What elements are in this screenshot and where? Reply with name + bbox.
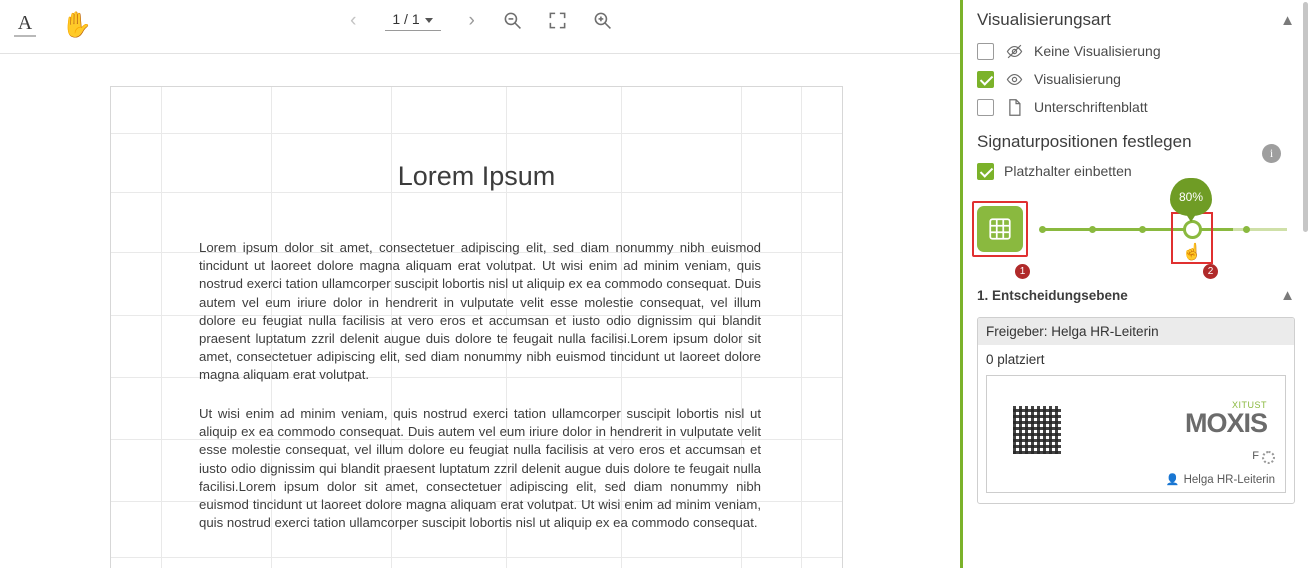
option-label-signature-sheet: Unterschriftenblatt (1034, 99, 1148, 115)
eye-icon (1004, 71, 1024, 88)
option-label-embed-placeholder: Platzhalter einbetten (1004, 163, 1132, 179)
zoom-pin-value: 80% (1170, 178, 1212, 216)
signature-position-widget[interactable] (977, 192, 1295, 284)
prev-page-button[interactable]: ‹ (350, 10, 357, 31)
panel-scrollbar-thumb[interactable] (1303, 2, 1308, 232)
document-canvas[interactable] (0, 54, 960, 568)
decision-level-title: 1. Entscheidungsebene (977, 288, 1128, 303)
panel-scrollbar[interactable] (1302, 0, 1309, 568)
toolbar-center-tools (0, 10, 960, 31)
qr-code-icon (1013, 406, 1061, 454)
zoom-out-button[interactable] (503, 11, 522, 30)
option-label-no-visualization: Keine Visualisierung (1034, 43, 1161, 59)
page-indicator-label: 1 / 1 (392, 11, 420, 27)
zoom-pin-marker (1170, 178, 1212, 224)
marker-badge-1: 1 (1015, 264, 1030, 279)
document-page[interactable] (110, 86, 843, 568)
moxis-logo (1185, 400, 1267, 437)
slider-dot (1039, 226, 1046, 233)
checkbox-no-visualization[interactable] (977, 43, 994, 60)
option-signature-sheet[interactable] (977, 94, 1295, 120)
document-paragraph-2: Ut wisi enim ad minim veniam, quis nostrud exerci tation ullamcorper suscipit lobortis nisl ut aliquip ex ea commodo consequat. Duis autem vel eum iriure dolor in hendrerit in vulputate velit esse molestie consequat, vel illum dolore eu feugiat nulla facilisis at vero eros et accumsan et iusto odio dignissim qui blandit praesent luptatum zzril delenit augue duis dolore te feugait nulla facilisi.Lorem ipsum dolor sit amet, consectetuer adipiscing elit, sed diam nonummy nibh euismod tincidunt ut laoreet dolore magna aliquam erat volutpat. Ut wisi enim ad minim veniam, quis nostrud exerci tation ullamcorper suscipit lobortis nisl ut aliquip ex ea commodo consequat. (199, 406, 761, 531)
signature-stamp-preview[interactable] (986, 375, 1286, 493)
hand-cursor-icon: ☝ (1182, 244, 1202, 261)
zoom-pin-tail (1184, 211, 1198, 222)
zoom-in-button[interactable] (593, 11, 612, 30)
stamp-person-name: Helga HR-Leiterin (1183, 473, 1275, 486)
chevron-up-icon[interactable]: ▲ (1280, 11, 1295, 29)
person-icon: 👤 (1165, 474, 1180, 486)
viewer-toolbar (0, 0, 960, 54)
info-icon[interactable]: i (1262, 144, 1281, 163)
document-icon (1004, 99, 1024, 116)
next-page-button[interactable]: › (468, 10, 475, 31)
hand-icon: ✋ (61, 10, 93, 39)
placed-count-label: 0 platziert (986, 352, 1045, 367)
document-title: Lorem Ipsum (397, 161, 556, 191)
visualization-title: Visualisierungsart (977, 10, 1111, 29)
page-indicator[interactable] (385, 10, 441, 31)
checkbox-embed-placeholder[interactable] (977, 163, 994, 180)
selection-outline-stamp (972, 201, 1028, 257)
position-slider-track[interactable] (1041, 228, 1287, 231)
decision-level-header[interactable] (977, 288, 1295, 307)
option-embed-placeholder[interactable] (977, 158, 1295, 184)
slider-dot (1139, 226, 1146, 233)
stamp-person-row (1166, 473, 1275, 486)
chevron-down-icon (425, 18, 433, 23)
text-underline-icon: A (14, 13, 36, 37)
logo-main-text: MOXIS (1184, 408, 1267, 438)
approver-card-header: Freigeber: Helga HR-Leiterin (978, 318, 1294, 345)
stamp-field-label: F (1252, 450, 1259, 462)
option-no-visualization[interactable] (977, 38, 1295, 64)
logo-small-text: XITUST (1231, 400, 1267, 410)
eye-off-icon (1004, 43, 1024, 60)
loading-spinner-icon (1262, 451, 1275, 464)
visualization-section-header (977, 0, 1295, 36)
chevron-up-icon[interactable]: ▲ (1280, 287, 1295, 304)
checkbox-signature-sheet[interactable] (977, 99, 994, 116)
document-paragraph-1: Lorem ipsum dolor sit amet, consectetuer adipiscing elit, sed diam nonummy nibh euismod tincidunt ut laoreet dolore magna aliquam erat volutpat. Ut wisi enim ad minim veniam, quis nostrud exerci tation ullamcorper suscipit lobortis nisl ut aliquip ex ea commodo consequat. Duis autem vel eum iriure dolor in hendrerit in vulputate velit esse molestie consequat, vel illum dolore eu feugiat nulla facilisis at vero eros et accumsan et iusto odio dignissim qui blandit praesent luptatum zzril delenit augue duis dolore te feugait nulla facilisi.Lorem ipsum dolor sit amet, consectetuer adipiscing elit, sed diam nonummy nibh euismod tincidunt ut laoreet dolore magna aliquam erat volutpat. (199, 240, 761, 383)
option-label-visualization: Visualisierung (1034, 71, 1121, 87)
option-visualization[interactable] (977, 66, 1295, 92)
slider-dot (1243, 226, 1250, 233)
approver-card (977, 317, 1295, 504)
fit-page-button[interactable] (548, 11, 567, 30)
marker-badge-2: 2 (1203, 264, 1218, 279)
side-panel (963, 0, 1309, 568)
positions-title: Signaturpositionen festlegen (977, 132, 1192, 151)
checkbox-visualization[interactable] (977, 71, 994, 88)
slider-dot (1089, 226, 1096, 233)
